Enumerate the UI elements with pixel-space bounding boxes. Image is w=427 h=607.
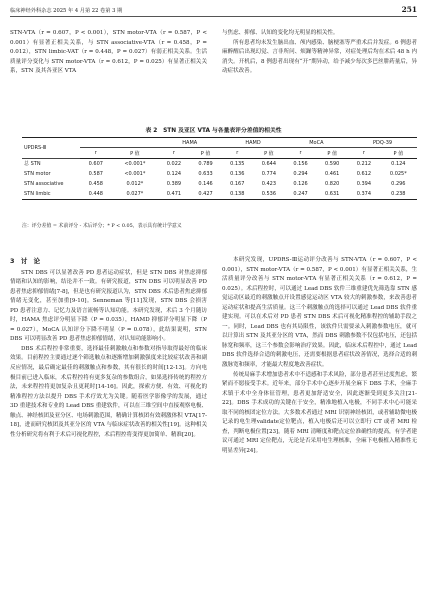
table-cell: 0.461	[325, 170, 340, 177]
table-cell: 0.631	[316, 189, 348, 199]
sub-header: P 值	[190, 148, 222, 158]
group-header	[80, 138, 158, 148]
table-cell: 0.389	[166, 181, 182, 188]
table-cell: 0.136	[230, 170, 245, 177]
table-cell: 0.138	[221, 189, 253, 199]
table-cell: 0.126	[293, 181, 308, 188]
top-right-column	[222, 29, 417, 77]
table-group-header-row	[22, 138, 417, 148]
table-cell: 0.427	[190, 189, 222, 199]
paragraph: 传统局麻手术增加患者术中不适感和手术风险，部分患者甚至过度焦虑，繁紧而不愿接受手术。近年来，部分手术中心逐步开展全麻下 DBS 手术，全麻手术镇于术中全身体征管理，患者更加舒适安全，因此逐渐受到更多关注[21-22]。DBS 手术成功的关键在于安全，精准地植入电极，不同手术中心可能采取不同的核团定位方法。大多数术者通过 MRI 识别神经核团，或者辅助微电极记录的电生理validate定位靶点，植入电极后还可以立即行 CT 或者 MRI 检查，判断电极位置[23]。随着 MRI 清晰度和靶点定位准确性的提高，有学者建议可通过 MRI 定位靶点，无论是否采用电生理核准，全麻下电极植入精准性无明显差异[24]。	[222, 371, 417, 454]
paragraph: DBS 术后程控非常重要，选择最佳刺激触点和参数对指导取得最好的临床效果。目前程控主要通过逐个筛选触点和逐渐增加刺激强度来比较症状改善和副反应情况，最后确定最佳的刺激触点和参数，其有很长的时间[12-13]。方向电极目前已进入临床，术后程控将有更多复杂的参数组合，如果选择传统的程控方法，未来程控将更加复杂且更耗时[14-16]。因此，探索方便、有效、可视化的精准程控方法以提升 DBS 手术疗效尤为关键。随着医学影像学的发展，通过 3D 重建技术和专业的 Lead DBS 重建软件，可以在三维空间中直接观察电极、触点、神经核团及亚分区、电场刺激范围，精确计算核团有效刺激体积 VTA[17-18]，进而研究核团及其亚分区的 VTA 与临床症状改善的相关性[19]。这种相关性分析研究将有利于术后可视化程控，术后程控将变得更加简单、精准[20]。	[10, 345, 207, 438]
sub-header: r	[221, 148, 253, 158]
table-cell: 0.156	[293, 160, 308, 167]
sub-header: P 值	[253, 148, 285, 158]
table-cell: 0.612	[356, 170, 372, 177]
sub-header: P 值	[112, 148, 158, 158]
table-cell: 0.536	[253, 189, 285, 199]
sub-header: r	[285, 148, 317, 158]
bottom-right-column	[222, 256, 417, 456]
table-cell: 0.423	[261, 181, 277, 188]
table-cell: 0.590	[325, 160, 340, 167]
table-cell: <0.001*	[124, 160, 146, 167]
table-caption: 表 2 STN 及亚区 VTA 与各量表评分差值的相关性	[145, 128, 282, 134]
table-cell: 0.247	[285, 189, 317, 199]
table-cell: 0.607	[88, 160, 103, 167]
table-cell: 0.633	[198, 170, 213, 177]
table-cell: 0.025*	[389, 170, 407, 177]
paragraph: STN DBS 可以显著改善 PD 患者运动症状，但是 STN DBS 对焦虑抑郁情绪和认知的影响，结论并不一致。有研究报道，STN DBS 可以明显改善 PD 患者焦虑抑郁情绪[7-8]，但是也有研究报道认为，STN DBS 术后患者焦虑抑郁情绪无变化，甚至加重[9-10]。Senneman 等[11]发现，STN DBS 会损害 PD 患者注意力、记忆力及语言流畅等认知功能。本研究发现，术后 3 个月随访时，HAMA 焦虑评分明显下降（P = 0.035），HAMD 抑郁评分明显下降（P = 0.027），MoCA 认知评分下降不明显（P = 0.078），此结果说明，STN DBS 可以明显改善 PD 患者焦虑抑郁情绪，对认知功能影响小。	[10, 269, 207, 343]
page-number: 251	[401, 5, 417, 14]
section-heading: 3 讨 论	[10, 257, 41, 265]
group-header: PDQ-39	[348, 138, 417, 148]
row-label: STN motor	[24, 170, 51, 177]
table-row	[22, 179, 417, 189]
journal-citation: 临床神经外科杂志 2025 年 4 月第 22 卷第 3 期	[10, 8, 123, 14]
table-cell: 0.022	[166, 160, 182, 167]
paragraph: 本研究发现，UPDRS-Ⅲ运动评分改善与 STN-VTA（r = 0.607，P < 0.001），STN motor-VTA（r = 0.587，P < 0.001）有显著正相关关系，生活质量评分改善与 STN motor-VTA 有显著正相关关系（r = 0.612，P = 0.025）。术后程控时，可以通过 Lead DBS 软件三维重建优先筛选靠 STN 感觉运动区最近的刺激触点开设置感觉运动区 VTA 较大的刺激参数，来改善患者运动症状和提高生活质量。这三个刺激触点的选择可以通过 Lead DBS 软件重建实现。可以在术后对 PD 患者 STN DBS 术后可视化精准程控的辅助手段之一。同时，Lead DBS 也有其局限性，该软件只需要录入刺激参数电压，就可以计算出 STN 及其亚分区的 VTA，然而 DBS 刺激参数不仅包括电压，还包括脉宽和频率，这三个参数会影响治疗效果。因此，临床术后程控中，通过 Lead DBS 软件选择合适的刺激电压，还需要根据患者症状改善情况，选择合适的刺激脉宽和频率，才能最大程度地改善症状。	[222, 257, 417, 369]
row-label: STN associative	[24, 181, 64, 188]
table-row	[22, 158, 417, 168]
table-cell: 0.458	[88, 181, 103, 188]
table-cell: 0.394	[356, 181, 372, 188]
sub-header: r	[348, 148, 380, 158]
table-cell: 0.135	[230, 160, 245, 167]
table-sub-header-row	[22, 148, 417, 158]
bottom-left-column	[10, 256, 207, 440]
sub-header: r	[158, 148, 190, 158]
table-cell: 0.146	[198, 181, 213, 188]
paragraph: STN-VTA（r = 0.607，P < 0.001），STN motor-VTA（r = 0.587，P < 0.001）有显著正相关关系，与 STN associative-VTA（r = 0.458，P = 0.012），STN limbic-VAT（r = 0.448，P = 0.027）有弱正相关关系。生活质量评分变化与 STN motor-VTA（r = 0.612，P = 0.025）有显著正相关关系，STN 及其各亚区 VTA	[10, 30, 207, 75]
table-cell: 0.820	[325, 181, 340, 188]
table-cell: <0.001*	[124, 170, 146, 177]
group-header: HAMA	[158, 138, 221, 148]
top-left-column	[10, 29, 207, 77]
paragraph: 与焦虑、抑郁、认知的变化均无明显的相关性。	[222, 30, 339, 36]
table-corner-header: UPDRS-Ⅲ	[22, 138, 80, 159]
table-cell: 0.124	[391, 160, 406, 167]
sub-header: P 值	[316, 148, 348, 158]
table-row	[22, 189, 417, 199]
group-header: HAMD	[221, 138, 284, 148]
table-cell: 0.012*	[126, 181, 144, 188]
table-row	[22, 169, 417, 179]
sub-header: r	[80, 148, 112, 158]
table-cell: 0.448	[80, 189, 112, 199]
table-cell: 0.587	[88, 170, 103, 177]
table-cell: 0.238	[380, 189, 417, 199]
correlation-table	[22, 137, 417, 200]
table-cell: 0.027*	[112, 189, 158, 199]
row-label: 总 STN	[24, 161, 41, 168]
table-cell: 0.294	[293, 170, 308, 177]
table-cell: 0.789	[198, 160, 213, 167]
sub-header: P 值	[380, 148, 417, 158]
table-note: 注：评分差值 = 术前评分 - 术后评分；* P < 0.05，表示具有统计学意义	[22, 223, 182, 229]
row-label: STN limbic	[22, 189, 80, 199]
group-header: MoCA	[285, 138, 348, 148]
running-header	[10, 5, 417, 17]
table-cell: 0.644	[261, 160, 277, 167]
table-cell: 0.124	[166, 170, 182, 177]
table-cell: 0.471	[158, 189, 190, 199]
paragraph: 所有患者均未发生脑出血、颅内感染、脑梗塞等严重术后并发症。6 例患者麻醉醒后出现幻觉、言非所问、烦躁等精神异常，对症处理后均在术后 48 h 内消失。开机后，8 例患者出现有“开”期异动，给予减少每次多巴丝肼药量后，异动症状改善。	[222, 39, 417, 75]
table-cell: 0.167	[230, 181, 245, 188]
table-cell: 0.296	[391, 181, 406, 188]
table-cell: 0.774	[261, 170, 277, 177]
table-cell: 0.212	[356, 160, 372, 167]
table-cell: 0.374	[348, 189, 380, 199]
